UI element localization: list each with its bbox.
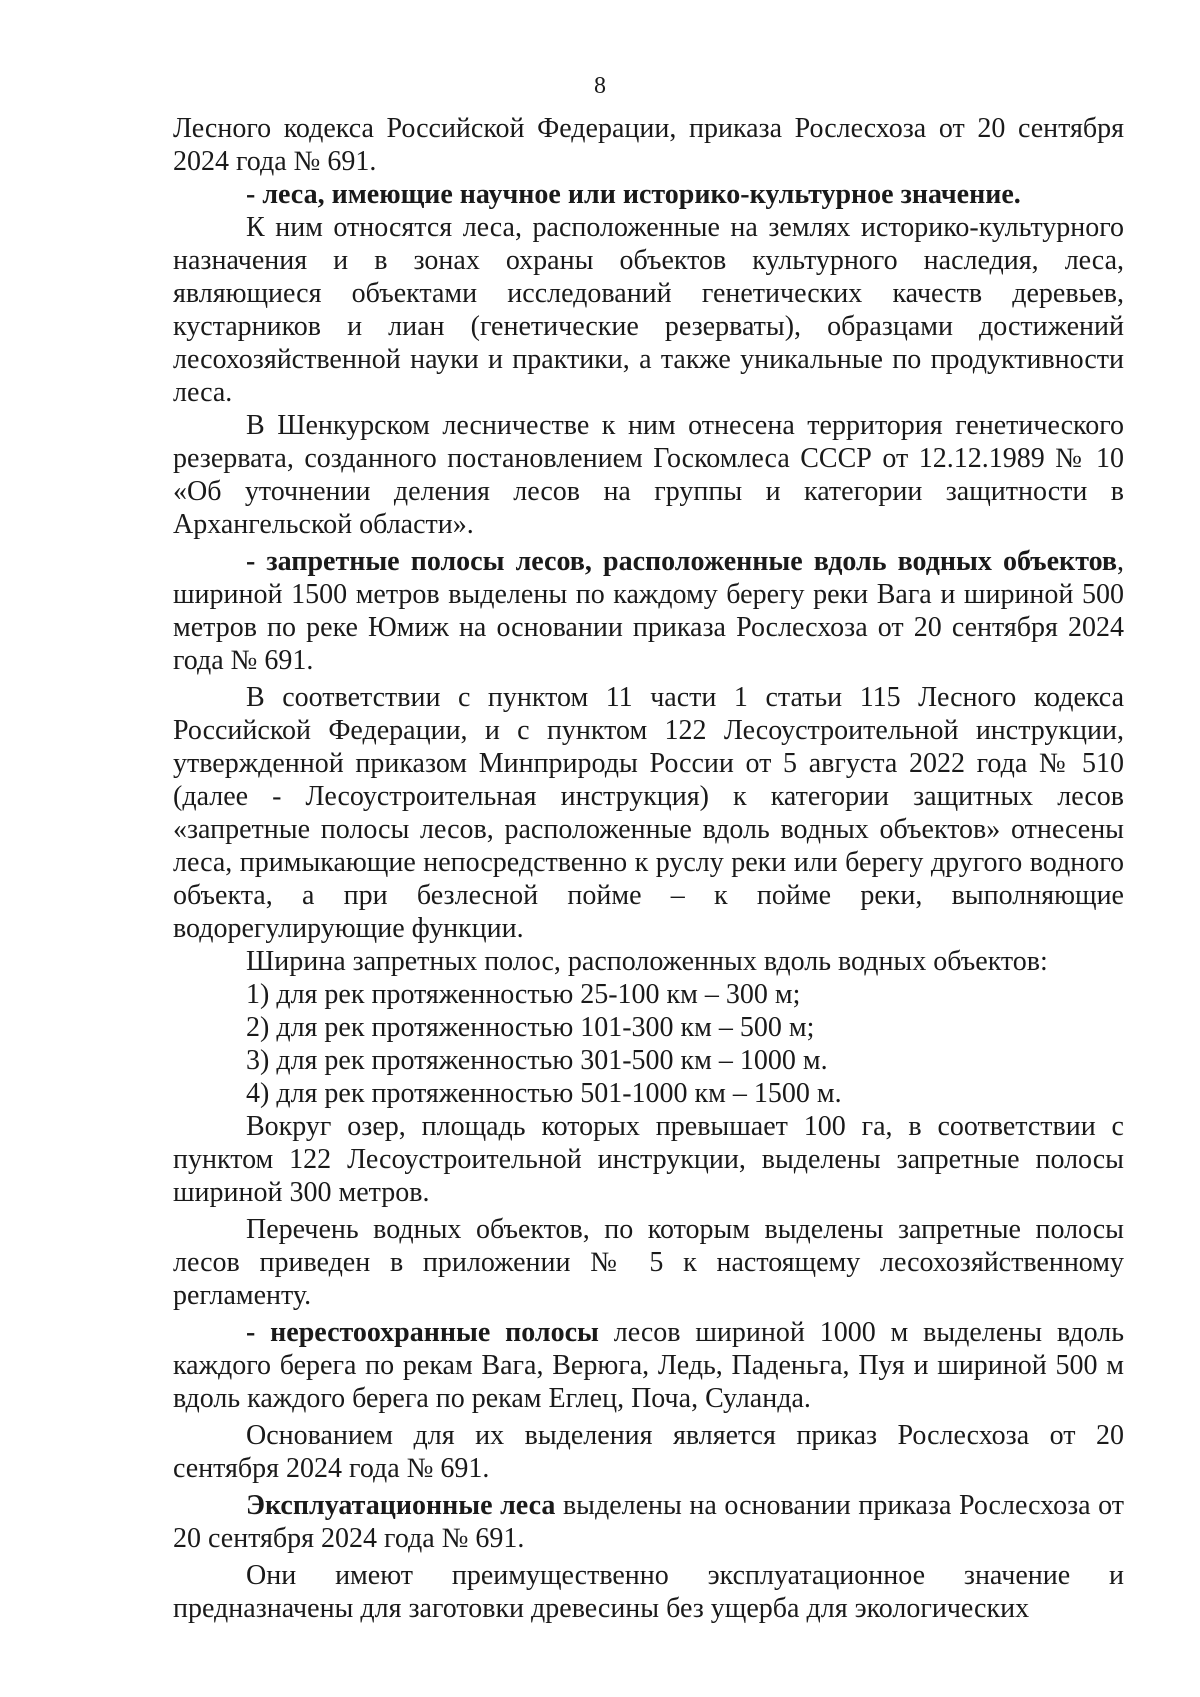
bold-text: - нерестоохранные полосы [246, 1317, 599, 1348]
paragraph-strip-width-intro: Ширина запретных полос, расположенных вдоль водных объектов: [246, 946, 1048, 977]
bold-text: Эксплуатационные леса [246, 1490, 556, 1521]
heading-scientific-forests [173, 178, 1124, 211]
bold-text: - леса, имеющие научное или историко-культурное значение. [246, 179, 1021, 210]
paragraph-lesnoy-kodeks: Лесного кодекса Российской Федерации, приказа Рослесхоза от 20 сентября 2024 года № 691. [173, 113, 1124, 177]
list-item: 2) для рек протяженностью 101-300 км – 500 м; [246, 1012, 815, 1043]
paragraph-water-objects-list: Перечень водных объектов, по которым выделены запретные полосы лесов приведен в приложении № 5 к настоящему лесохозяйственному регламенту. [173, 1214, 1124, 1311]
paragraph-forest-code-reference: В соответствии с пунктом 11 части 1 статьи 115 Лесного кодекса Российской Федерации, и с пунктом 122 Лесоустроительной инструкции, утвержденной приказом Минприроды России от 5 августа 2022 года № 510 (далее - Лесоустроительная инструкция) к категории защитных лесов «запретные полосы лесов, расположенные вдоль водных объектов» отнесены леса, примыкающие непосредственно к руслу реки или берегу другого водного объекта, а при безлесной пойме – к пойме реки, выполняющие водорегулирующие функции. [173, 682, 1124, 944]
paragraph-text: , шириной 1500 метров выделены по каждому берегу реки Вага и шириной 500 метров по реке Юмиж на основании приказа Рослесхоза от 20 сентября 2024 года № 691. [173, 546, 1124, 676]
paragraph-lakes: Вокруг озер, площадь которых превышает 100 га, в соответствии с пунктом 122 Лесоустроительной инструкции, выделены запретные полосы шириной 300 метров. [173, 1111, 1124, 1208]
paragraph-exploitation-forests [173, 1489, 1124, 1555]
paragraph-exploitation-purpose: Они имеют преимущественно эксплуатационное значение и предназначены для заготовки древесины без ущерба для экологических [173, 1560, 1124, 1624]
paragraph-spawning-strips [173, 1316, 1124, 1415]
page-number: 8 [594, 73, 606, 99]
paragraph-shenkursk-reserve: В Шенкурском лесничестве к ним отнесена территория генетического резервата, созданного постановлением Госкомлеса СССР от 12.12.1989 № 10 «Об уточнении деления лесов на группы и категории защитности в Архангельской области». [173, 410, 1124, 540]
paragraph-forbidden-strips [173, 545, 1124, 677]
document-body [173, 112, 1124, 1625]
paragraph-scientific-description: К ним относятся леса, расположенные на землях историко-культурного назначения и в зонах охраны объектов культурного наследия, леса, являющиеся объектами исследований генетических качеств деревьев, кустарников и лиан (генетические резерваты), образцами достижений лесохозяйственной науки и практики, а также уникальные по продуктивности леса. [173, 212, 1124, 408]
list-item: 4) для рек протяженностью 501-1000 км – 1500 м. [246, 1078, 842, 1109]
paragraph-text: выделены на основании приказа Рослесхоза от 20 сентября 2024 года № 691. [173, 1490, 1125, 1554]
list-item: 3) для рек протяженностью 301-500 км – 1000 м. [246, 1045, 828, 1076]
list-item: 1) для рек протяженностью 25-100 км – 300 м; [246, 979, 801, 1010]
bold-text: - запретные полосы лесов, расположенные вдоль водных объектов [246, 546, 1117, 577]
paragraph-basis: Основанием для их выделения является приказ Рослесхоза от 20 сентября 2024 года № 691. [173, 1420, 1124, 1484]
paragraph-text: лесов шириной 1000 м выделены вдоль каждого берега по рекам Вага, Верюга, Ледь, Паденьга, Пуя и шириной 500 м вдоль каждого берега по рекам Еглец, Поча, Суланда. [173, 1317, 1124, 1414]
